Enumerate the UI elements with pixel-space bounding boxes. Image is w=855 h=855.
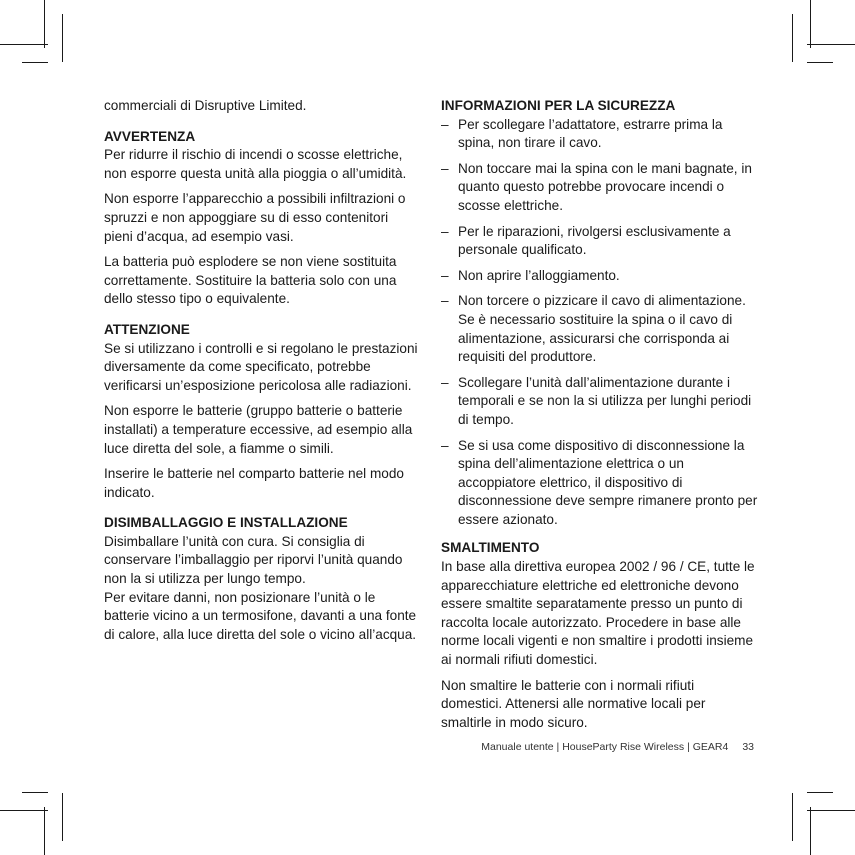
caution-heading: ATTENZIONE: [104, 321, 190, 337]
crop-mark: [22, 62, 48, 63]
list-item: – Non toccare mai la spina con le mani bagnate, in quanto questo potrebbe provocare incendi o scosse elettriche.: [441, 160, 759, 216]
crop-mark: [62, 793, 63, 841]
unpacking-section: [104, 514, 419, 644]
safety-list: [441, 116, 759, 530]
crop-mark: [44, 0, 45, 48]
safety-section: [441, 97, 759, 529]
crop-mark: [810, 807, 811, 855]
warning-paragraph: Non esporre l’apparecchio a possibili infiltrazioni o spruzzi e non appoggiare su di esso contenitori pieni d’acqua, ad esempio vasi.: [104, 191, 406, 244]
crop-mark: [22, 792, 48, 793]
warning-heading: AVVERTENZA: [104, 128, 196, 144]
crop-mark: [807, 792, 833, 793]
crop-mark: [807, 810, 855, 811]
crop-mark: [0, 44, 48, 45]
unpacking-paragraph: Disimballare l’unità con cura. Si consiglia di conservare l’imballaggio per riporvi l’unità quando non la si utilizza per lungo tempo.: [104, 533, 403, 587]
right-column: [441, 97, 759, 739]
caution-paragraph: Non esporre le batterie (gruppo batterie o batterie installati) a temperature eccessive, ad esempio alla luce diretta del sole, a fiamme o simili.: [104, 403, 413, 456]
crop-mark: [810, 0, 811, 48]
unpacking-paragraph: Per evitare danni, non posizionare l’unità o le batterie vicino a un termosifone, davanti a una fonte di calore, alla luce diretta del sole o vicino all’acqua.: [104, 589, 417, 642]
crop-mark: [792, 793, 793, 841]
crop-mark: [807, 44, 855, 45]
list-item: – Per le riparazioni, rivolgersi esclusivamente a personale qualificato.: [441, 223, 759, 260]
crop-mark: [0, 810, 48, 811]
warning-paragraph: Per ridurre il rischio di incendi o scosse elettriche, non esporre questa unità alla pioggia o all’umidità.: [104, 147, 407, 181]
crop-mark: [62, 14, 63, 62]
caution-section: [104, 321, 419, 502]
list-item: – Se si usa come dispositivo di disconnessione la spina dell’alimentazione elettrica o un accoppiatore elettrico, il dispositivo di disconnessione deve sempre rimanere pronto per essere azionato.: [441, 437, 759, 530]
warning-paragraph: La batteria può esplodere se non viene sostituita correttamente. Sostituire la batteria solo con una dello stesso tipo o equivalente.: [104, 254, 397, 307]
crop-mark: [44, 807, 45, 855]
list-item: – Non aprire l’alloggiamento.: [441, 267, 759, 286]
disposal-paragraph: In base alla direttiva europea 2002 / 96 / CE, tutte le apparecchiature elettriche ed elettroniche devono essere smaltite separatamente presso un punto di raccolta locale autorizzato. Procedere in base alle norme locali vigenti e non smaltire i prodotti insieme ai normali rifiuti domestici.: [441, 559, 755, 668]
list-item: – Non torcere o pizzicare il cavo di alimentazione. Se è necessario sostituire la spina o il cavo di alimentazione, assicurarsi che corrisponda ai requisiti del produttore.: [441, 292, 759, 366]
footer-text: Manuale utente | HouseParty Rise Wireless | GEAR4: [481, 741, 729, 753]
unpacking-heading: DISIMBALLAGGIO E INSTALLAZIONE: [104, 515, 348, 531]
list-item: – Per scollegare l’adattatore, estrarre prima la spina, non tirare il cavo.: [441, 116, 759, 153]
caution-paragraph: Se si utilizzano i controlli e si regolano le prestazioni diversamente da come specificato, potrebbe verificarsi un’esposizione pericolosa alle radiazioni.: [104, 340, 418, 393]
crop-mark: [807, 62, 833, 63]
list-item: – Scollegare l’unità dall’alimentazione durante i temporali e se non la si utilizza per lunghi periodi di tempo.: [441, 374, 759, 430]
intro-text: commerciali di Disruptive Limited.: [104, 98, 307, 113]
page-footer: [430, 741, 754, 753]
caution-paragraph: Inserire le batterie nel comparto batterie nel modo indicato.: [104, 466, 404, 500]
page-number: 33: [742, 741, 754, 753]
left-column: [104, 97, 419, 651]
disposal-paragraph: Non smaltire le batterie con i normali rifiuti domestici. Attenersi alle normative locali per smaltirle in modo sicuro.: [441, 677, 706, 730]
safety-heading: INFORMAZIONI PER LA SICUREZZA: [441, 98, 676, 113]
disposal-heading: SMALTIMENTO: [441, 540, 540, 556]
warning-section: [104, 128, 419, 309]
crop-mark: [792, 14, 793, 62]
disposal-section: [441, 539, 759, 732]
